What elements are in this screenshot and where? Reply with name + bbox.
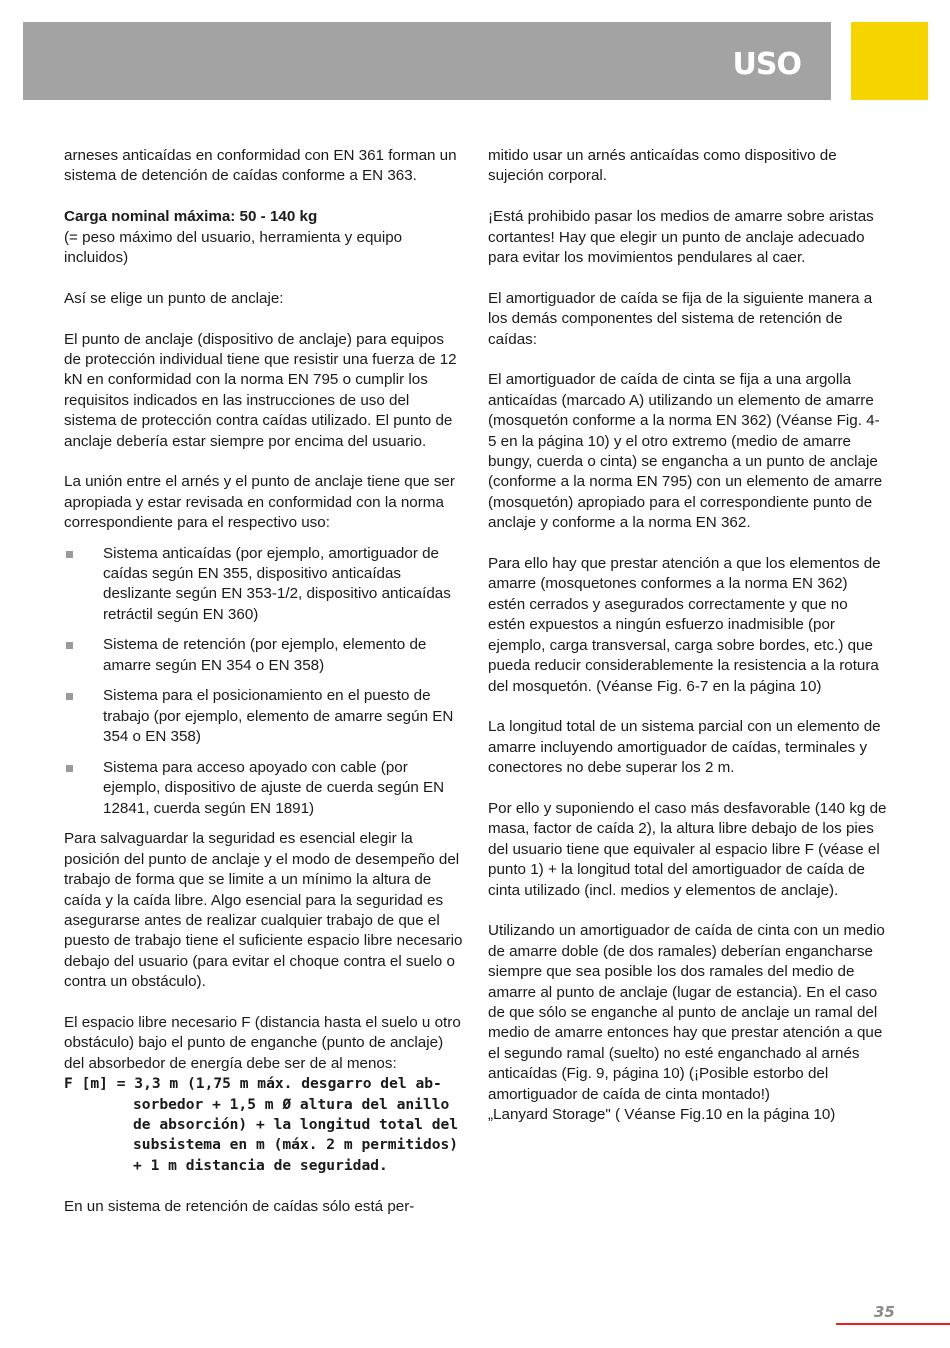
square-bullet-icon [66, 765, 73, 772]
anchor-point-paragraph: El punto de anclaje (dispositivo de anclaje) para equipos de protección individual tiene que resistir una fuerza de 12 kN en conformidad con la norma EN 795 o cumplir los requisitos indicados en las instrucciones de uso del sistema de protección contra caídas utilizado. El punto de anclaje debería estar siempre por encima del usuario. [64, 330, 457, 450]
system-list [64, 544, 464, 819]
right-paragraph-6: La longitud total de un sistema parcial con un elemento de amarre incluyendo amortiguador de caídas, terminales y conectores no debe superar los 2 m. [488, 718, 881, 777]
right-paragraph-3: El amortiguador de caída se fija de la siguiente manera a los demás componentes del sistema de retención de caídas: [488, 289, 873, 348]
harness-union-paragraph: La unión entre el arnés y el punto de anclaje tiene que ser apropiada y estar revisada en conformidad con la norma correspondiente para el respectivo uso: [64, 473, 455, 532]
right-paragraph-7: Por ello y suponiendo el caso más desfavorable (140 kg de masa, factor de caída 2), la altura libre debajo de los pies del usuario tiene que equivaler al espacio libre F (véase el punto 1) + la longitud total del amortiguador de caída de cinta utilizado (incl. medios y elementos de anclaje). [488, 799, 887, 899]
left-paragraph-1: arneses anticaídas en conformidad con EN 361 forman un sistema de detención de caídas conforme a EN 363. [64, 147, 457, 185]
formula-line-1: F [m] = 3,3 m (1,75 m máx. desgarro del ab- [64, 1075, 442, 1093]
square-bullet-icon [66, 642, 73, 649]
right-paragraph-1: mitido usar un arnés anticaídas como dispositivo de sujeción corporal. [488, 147, 837, 185]
header-accent-square [851, 22, 928, 100]
footer-accent-line [836, 1323, 950, 1325]
left-column [64, 146, 464, 1237]
list-item [64, 544, 464, 626]
left-last-line: En un sistema de retención de caídas sólo está per- [64, 1197, 415, 1215]
list-item-text: Sistema para acceso apoyado con cable (por ejemplo, dispositivo de ajuste de cuerda según EN 12841, cuerda según EN 1891) [103, 758, 445, 817]
square-bullet-icon [66, 551, 73, 558]
list-item-text: Sistema anticaídas (por ejemplo, amortiguador de caídas según EN 355, dispositivo anticaídas deslizante según EN 353-1/2, dispositivo anticaídas retráctil según EN 360) [103, 544, 451, 623]
nominal-load-heading: Carga nominal máxima: 50 - 140 kg [64, 208, 318, 226]
clearance-formula [64, 1074, 464, 1176]
list-item [64, 635, 464, 676]
formula-continuation: sorbedor + 1,5 m Ø altura del anillo de absorción) + la longitud total del subsistema en m (máx. 2 m permitidos) + 1 m distancia de seguridad. [133, 1095, 459, 1174]
list-item-text: Sistema para el posicionamiento en el puesto de trabajo (por ejemplo, elemento de amarre según EN 354 o EN 358) [103, 687, 454, 746]
clearance-paragraph: El espacio libre necesario F (distancia hasta el suelo u otro obstáculo) bajo el punto de enganche (punto de anclaje) del absorbedor de energía debe ser de al menos: [64, 1013, 461, 1072]
section-title: USO [732, 47, 801, 82]
list-item [64, 758, 464, 819]
right-column [488, 146, 888, 1146]
page-number: 35 [874, 1303, 895, 1321]
anchor-choice-intro: Así se elige un punto de anclaje: [64, 289, 284, 307]
right-paragraph-5: Para ello hay que prestar atención a que los elementos de amarre (mosquetones conformes a la norma EN 362) estén cerrados y asegurados correctamente y que no estén expuestos a ningún esfuerzo inadmisible (por ejemplo, carga transversal, carga sobre bordes, etc.) que pueda reducir considerablemente la resistencia a la rotura del mosquetón. (Véanse Fig. 6-7 en la página 10) [488, 555, 881, 695]
right-paragraph-8: Utilizando un amortiguador de caída de cinta con un medio de amarre doble (de dos ramales) deberían engancharse siempre que sea posible los dos ramales del medio de amarre al punto de anclaje (lugar de estancia). En el caso de que sólo se enganche al punto de anclaje un ramal del medio de amarre entonces hay que prestar atención a que el segundo ramal (suelto) no esté enganchado al arnés anticaídas (Fig. 9, página 10) (¡Posible estorbo del amortiguador de caída de cinta montado!) [488, 922, 885, 1103]
list-item [64, 686, 464, 747]
right-paragraph-4: El amortiguador de caída de cinta se fija a una argolla anticaídas (marcado A) utilizando un elemento de amarre (mosquetón conforme a la norma EN 362) (Véanse Fig. 4-5 en la página 10) y el otro extremo (medio de amarre bungy, cuerda o cinta) se engancha a un punto de anclaje (conforme a la norma EN 795) con un elemento de amarre (mosquetón) apropiado para el correspondiente punto de anclaje y conforme a la norma EN 362. [488, 371, 883, 532]
list-item-text: Sistema de retención (por ejemplo, elemento de amarre según EN 354 o EN 358) [103, 636, 427, 674]
header-bar [23, 22, 831, 100]
square-bullet-icon [66, 693, 73, 700]
right-paragraph-9: „Lanyard Storage" ( Véanse Fig.10 en la página 10) [488, 1105, 836, 1123]
right-paragraph-2: ¡Está prohibido pasar los medios de amarre sobre aristas cortantes! Hay que elegir un punto de anclaje adecuado para evitar los movimientos pendulares al caer. [488, 208, 874, 267]
safety-paragraph: Para salvaguardar la seguridad es esencial elegir la posición del punto de anclaje y el modo de desempeño del trabajo de forma que se limite a un mínimo la altura de caída y la caída libre. Algo esencial para la seguridad es asegurarse antes de realizar cualquier trabajo de que el puesto de trabajo tiene el suficiente espacio libre necesario debajo del usuario (para evitar el choque contra el suelo o contra un obstáculo). [64, 830, 463, 991]
nominal-load-note: (= peso máximo del usuario, herramienta y equipo incluidos) [64, 228, 403, 267]
